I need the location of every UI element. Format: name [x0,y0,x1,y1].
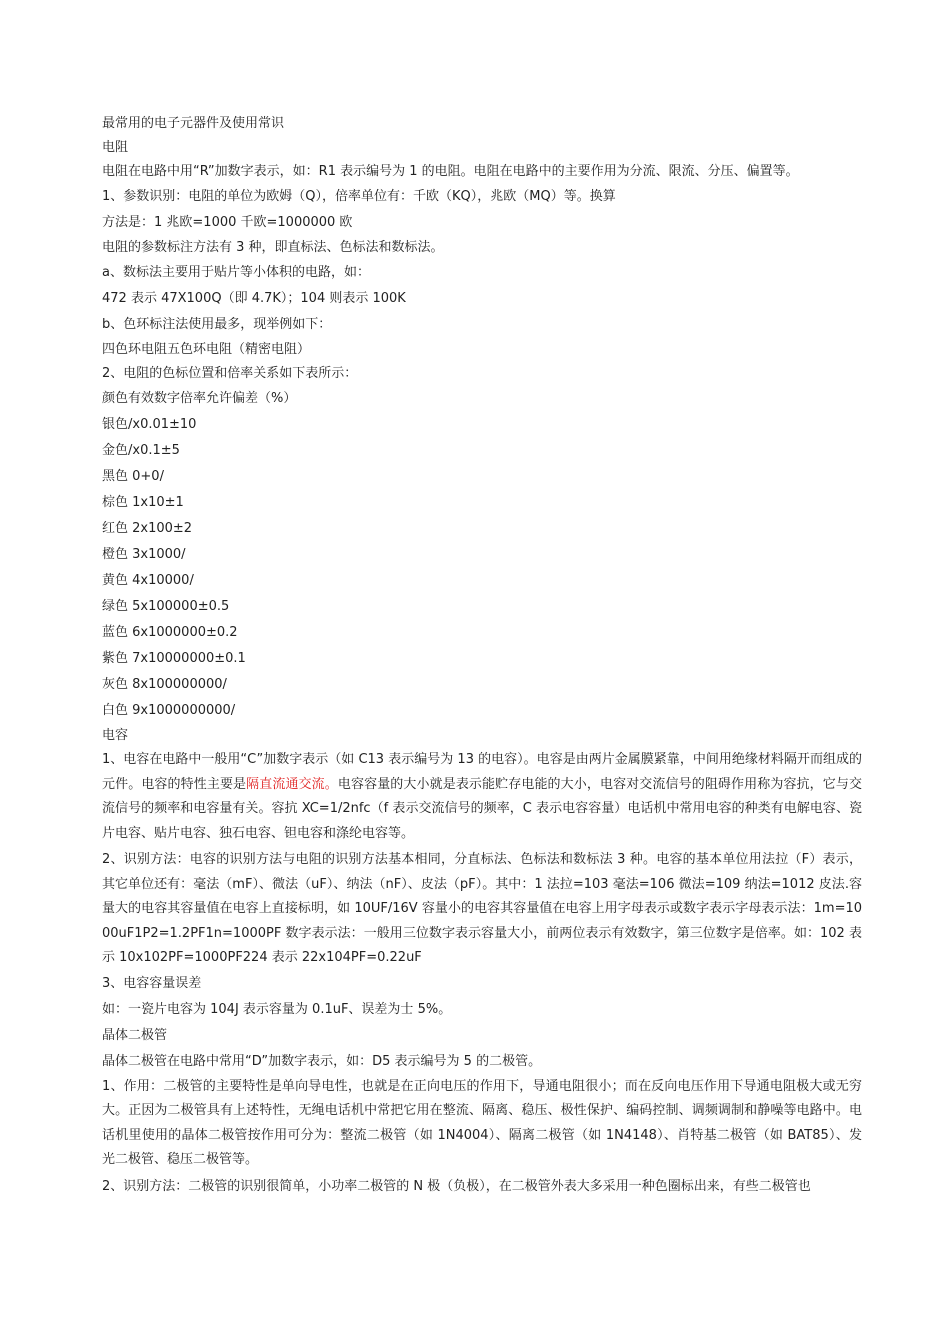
color-table-header: 颜色有效数字倍率允许偏差（%） [102,391,297,406]
resistor-intro: 电阻在电路中用“R”加数字表示，如：R1 表示编号为 1 的电阻。电阻在电路中的主要作用为分流、限流、分压、偏置等。 [102,164,799,179]
resistor-color-method: b、色环标注法使用最多，现举例如下： [102,317,332,332]
color-code-row: 蓝色 6x1000000±0.2 [102,625,238,640]
resistor-numeric-method: a、数标法主要用于贴片等小体积的电路，如： [102,265,370,280]
document-body [102,112,862,1199]
resistor-marking-methods: 电阻的参数标注方法有 3 种，即直标法、色标法和数标法。 [102,240,444,255]
color-code-row: 黄色 4x10000/ [102,573,194,588]
color-code-row: 灰色 8x100000000/ [102,677,227,692]
color-code-row: 橙色 3x1000/ [102,547,186,562]
resistor-conversion-line: 方法是：1 兆欧=1000 千欧=1000000 欧 [102,215,353,230]
resistor-ring-types: 四色环电阻五色环电阻（精密电阻） [102,342,311,357]
color-code-row: 绿色 5x100000±0.5 [102,599,230,614]
resistor-color-table-intro: 2、电阻的色标位置和倍率关系如下表所示： [102,366,358,381]
diode-paragraph-1: 1、作用：二极管的主要特性是单向导电性，也就是在正向电压的作用下，导通电阻很小；而在反向电压作用下导通电阻极大或无穷大。正因为二极管具有上述特性，无绳电话机中常把它用在整流、隔离、稳压、极性保护、编码控制、调频调制和静噪等电路中。电话机里使用的晶体二极管按作用可分为：整流二极管（如 1N4004）、隔离二极管（如 1N4148）、肖特基二极管（如 BAT85）、发光二极管、稳压二极管等。 [102,1078,862,1167]
color-code-row: 棕色 1x10±1 [102,495,184,510]
capacitor-tolerance-example: 如：一瓷片电容为 104J 表示容量为 0.1uF、误差为士 5%。 [102,1001,452,1017]
document-title: 最常用的电子元器件及使用常识 [102,116,285,131]
resistor-param-line: 1、参数识别：电阻的单位为欧姆（Q），倍率单位有：千欧（KQ），兆欧（MQ）等。换算 [102,189,616,204]
color-code-row: 黑色 0+0/ [102,469,164,484]
capacitor-p1-text-b: 电容容量的大小就是表示能贮存电能的大小，电容对交流信号的阻碍作用称为容抗，它与交流信号的频率和电容量有关。容抗 XC=1/2nfc（f 表示交流信号的频率，C 表示电容容量）电话机中常用电容的种类有电解电容、瓷片电容、贴片电容、独石电容、钽电容和涤纶电容等。 [102,776,862,841]
section-heading-resistor: 电阻 [102,140,129,155]
resistor-numeric-example: 472 表示 47X100Q（即 4.7K）；104 则表示 100K [102,291,406,306]
color-code-list [102,412,862,724]
color-code-row: 银色/x0.01±10 [102,417,197,432]
color-code-row: 金色/x0.1±5 [102,443,180,458]
diode-paragraph-2: 2、识别方法：二极管的识别很简单，小功率二极管的 N 极（负极），在二极管外表大多采用一种色圈标出来，有些二极管也 [102,1178,811,1194]
diode-intro: 晶体二极管在电路中常用“D”加数字表示，如：D5 表示编号为 5 的二极管。 [102,1053,542,1069]
capacitor-paragraph-1 [102,748,862,846]
capacitor-tolerance-heading: 3、电容容量误差 [102,975,202,991]
color-code-row: 紫色 7x10000000±0.1 [102,651,246,666]
color-code-row: 白色 9x1000000000/ [102,703,236,718]
section-heading-diode: 晶体二极管 [102,1027,168,1043]
color-code-row: 红色 2x100±2 [102,521,193,536]
capacitor-p1-text-a: 1、电容在电路中一般用“C”加数字表示（如 C13 表示编号为 13 的电容）。电容是由两片金属膜紧靠，中间用绝缘材料隔开而组成的元件。电容的特性主要是 [102,752,862,792]
section-heading-capacitor: 电容 [102,728,129,743]
capacitor-highlight-text: 隔直流通交流。 [246,776,338,792]
capacitor-paragraph-2: 2、识别方法：电容的识别方法与电阻的识别方法基本相同，分直标法、色标法和数标法 3 种。电容的基本单位用法拉（F）表示，其它单位还有：毫法（mF）、微法（uF）、纳法（nF）、皮法（pF）。其中：1 法拉=103 毫法=106 微法=109 纳法=1012 皮法.容量大的电容其容量值在电容上直接标明，如 10UF/16V 容量小的电容其容量值在电容上用字母表示或数字表示字母表示法：1m=1000uF1P2=1.2PF1n=1000PF 数字表示法：一般用三位数字表示容量大小，前两位表示有效数字，第三位数字是倍率。如：102 表示 10x102PF=1000PF224 表示 22x104PF=0.22uF [102,852,862,965]
